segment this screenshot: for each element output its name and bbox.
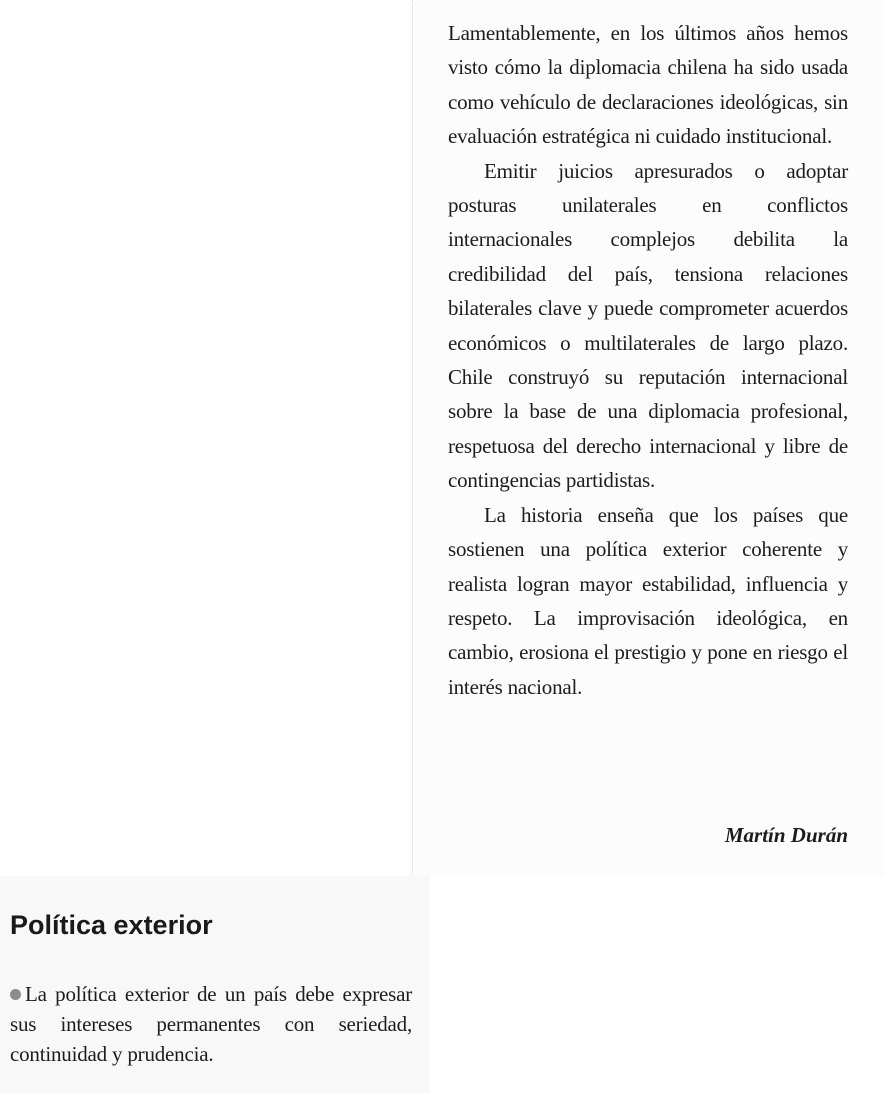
letter-paragraph-3: La historia enseña que los países que sostienen una política exterior coherente y realista logran mayor estabilidad, influencia y respeto. La improvisación ideológica, en cambio, erosiona el prestigio y pone en riesgo el interés nacional. — [448, 502, 848, 699]
letter-body — [448, 16, 848, 704]
bullet-icon — [10, 989, 21, 1000]
left-blank-area — [0, 0, 414, 876]
letter-signature: Martín Durán — [724, 823, 848, 847]
next-letter-section — [0, 876, 430, 1093]
next-letter-lead — [10, 979, 412, 1069]
next-letter-lead-text: La política exterior de un país debe expresar sus intereses permanentes con seriedad, continuidad y prudencia. — [10, 982, 412, 1066]
section-title: Política exterior — [10, 910, 213, 940]
letter-paragraph-1: Lamentablemente, en los últimos años hemos visto cómo la diplomacia chilena ha sido usada como vehículo de declaraciones ideológicas, sin evaluación estratégica ni cuidado institucional. — [448, 21, 848, 149]
column-divider — [412, 0, 413, 876]
letter-column — [414, 0, 884, 876]
letter-paragraph-2: Emitir juicios apresurados o adoptar posturas unilaterales en conflictos internacionales complejos debilita la credibilidad del país, tensiona relaciones bilaterales clave y puede comprometer acuerdos económicos o multilaterales de largo plazo. Chile construyó su reputación internacional sobre la base de una diplomacia profesional, respetuosa del derecho internacional y libre de contingencias partidistas. — [448, 158, 848, 493]
